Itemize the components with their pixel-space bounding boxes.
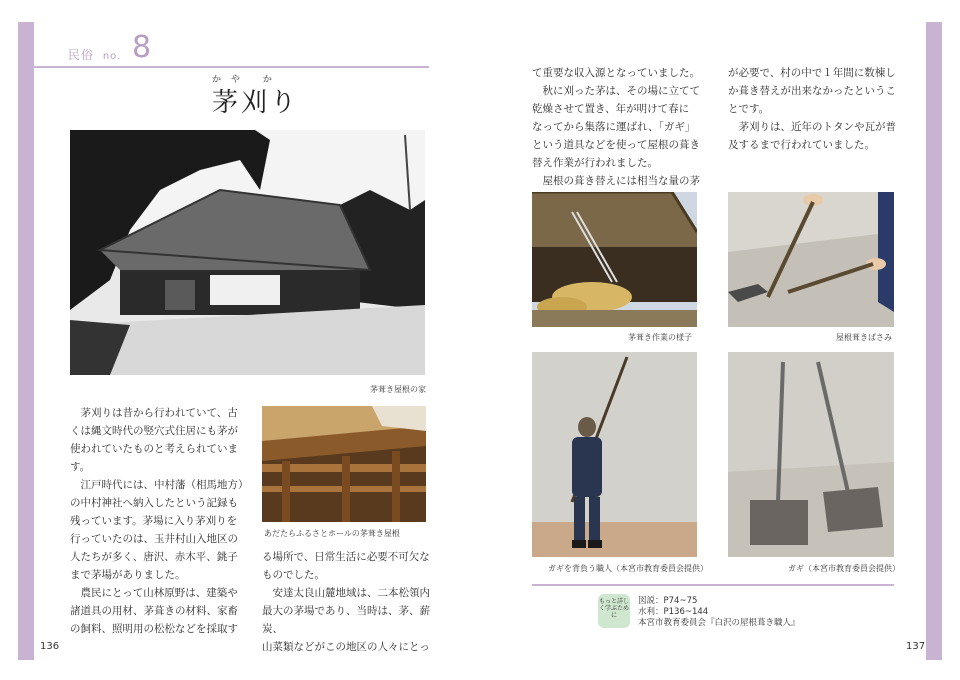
references — [638, 596, 800, 629]
body-line: 山菜類などがこの地区の人々にとっ — [262, 641, 430, 653]
header-rule — [34, 66, 429, 68]
body-line: 及するまで行われていました。 — [728, 139, 875, 151]
roof-work-photo — [532, 192, 697, 327]
body-line: 使われていたものと考えられていま — [70, 443, 238, 455]
gagi-photo — [728, 352, 894, 557]
small-photo-caption: あだたらふるさとホールの茅葺き屋根 — [264, 529, 400, 538]
page-number-right: 137 — [906, 641, 926, 652]
body-line: る場所で、日常生活に必要不可欠な — [262, 551, 430, 563]
reference-item: 水利：P136~144 — [638, 607, 709, 617]
left-edge-bar — [18, 22, 34, 660]
title-ruby: かや か — [212, 75, 282, 85]
body-line: 江戸時代には、中村藩（相馬地方） — [80, 479, 249, 491]
body-line: とです。 — [728, 103, 770, 115]
right-edge-bar — [926, 22, 942, 660]
section-label — [68, 30, 153, 65]
references-rule — [532, 584, 894, 586]
body-line: 最大の茅場であり、当時は、茅、薪炭、 — [262, 605, 430, 635]
body-line: ものでした。 — [262, 569, 325, 581]
body-line: の中村神社へ納入したという記録も — [70, 497, 238, 509]
body-line: の飼料、照明用の松松などを採取す — [70, 623, 238, 635]
page-title: 茅刈り — [212, 88, 300, 118]
interior-roof-photo — [262, 406, 426, 522]
body-line: 秋に刈った茅は、その場に立てて — [542, 85, 700, 97]
scissors-photo — [728, 192, 894, 327]
body-line: 諸道具の用材、茅葺きの材料、家畜 — [70, 605, 238, 617]
body-line: なってから集落に運ばれ、「ガギ」 — [532, 121, 696, 133]
body-text-right-col2 — [728, 64, 913, 154]
thatched-house-photo — [70, 130, 425, 375]
gagi-caption: ガギ（本宮市教育委員会提供） — [788, 564, 900, 573]
body-line: くは縄文時代の竪穴式住居にも茅が — [70, 425, 238, 437]
body-line: まで茅場がありました。 — [70, 569, 186, 581]
craftsman-caption: ガギを背負う職人（本宮市教育委員会提供） — [548, 564, 708, 573]
body-line: 行っていたのは、玉井村山入地区の — [70, 533, 238, 545]
reference-item: 図説：P74~75 — [638, 596, 698, 606]
body-line: 屋根の葺き替えには相当な量の茅 — [542, 175, 700, 187]
body-line: 茅刈りは昔から行われていて、古 — [80, 407, 238, 419]
scissors-caption: 屋根葺きばさみ — [836, 333, 892, 342]
body-line: 農民にとって山林原野は、建築や — [80, 587, 238, 599]
body-line: す。 — [70, 461, 91, 473]
body-line: か葺き替えが出来なかったというこ — [728, 85, 896, 97]
section-no: no. — [102, 51, 122, 62]
body-text-left-2 — [262, 548, 442, 656]
section-number: 8 — [132, 30, 153, 65]
section-label-text: 民俗 — [68, 48, 95, 62]
roof-work-caption: 茅葺き作業の様子 — [628, 333, 692, 342]
craftsman-photo — [532, 352, 697, 557]
body-line: が必要で、村の中で１年間に数棟し — [728, 67, 896, 79]
body-line: 残っています。茅場に入り茅刈りを — [70, 515, 238, 527]
body-line: 人たちが多く、唐沢、赤木平、銚子 — [70, 551, 238, 563]
body-line: 茅刈りは、近年のトタンや瓦が普 — [738, 121, 896, 133]
main-photo-caption: 茅葺き屋根の家 — [370, 385, 426, 394]
body-line: という道具などを使って屋根の葺き — [532, 139, 700, 151]
body-line: 替え作業が行われました。 — [532, 157, 658, 169]
page-number-left: 136 — [40, 641, 60, 652]
learn-more-badge: もっと詳しく学ぶために — [598, 594, 630, 628]
body-text-right-col1 — [532, 64, 717, 190]
body-line: 乾燥させて置き、年が明けて春に — [532, 103, 690, 115]
body-text-left — [70, 404, 250, 638]
body-line: 安達太良山麓地域は、二本松領内 — [272, 587, 430, 599]
reference-item: 本宮市教育委員会『白沢の屋根葺き職人』 — [638, 618, 800, 628]
body-line: て重要な収入源となっていました。 — [532, 67, 700, 79]
